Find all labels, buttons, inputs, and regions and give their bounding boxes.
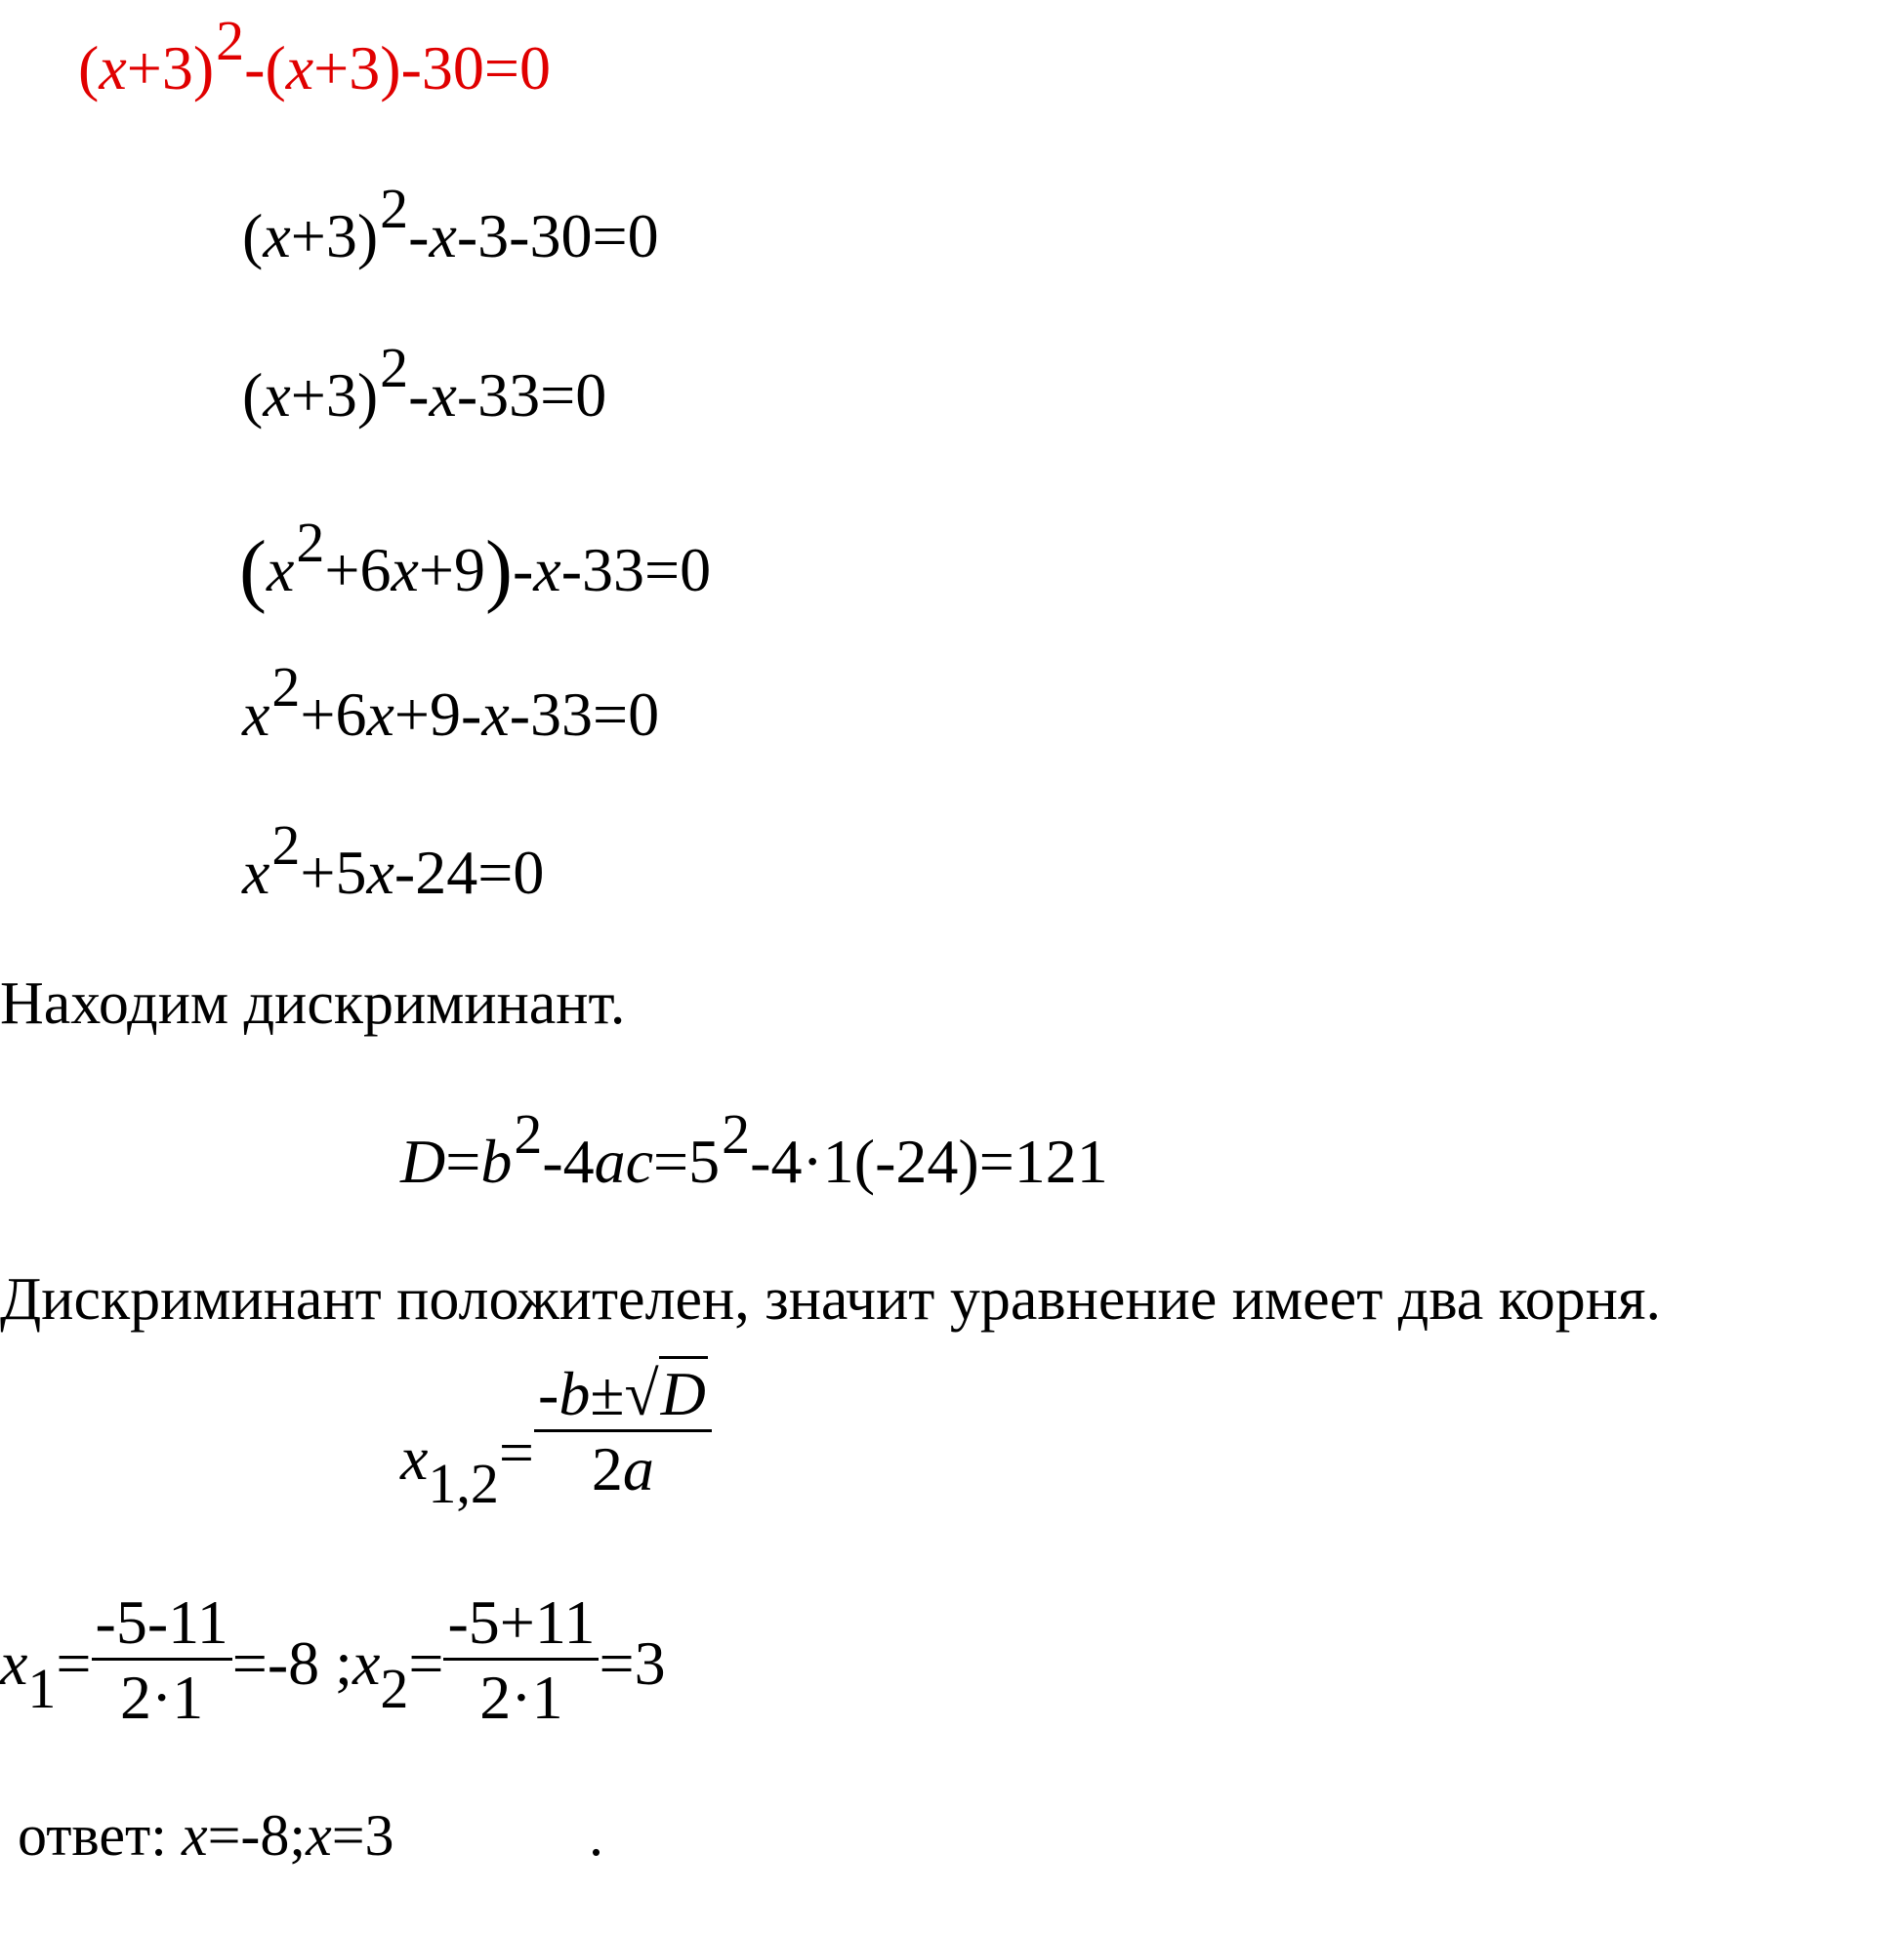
equation-line-3: $(x+3)^2-x-33=0$ — [242, 336, 607, 430]
equation-line-6: $x^2+5x-24=0$ — [242, 813, 545, 907]
root1-fraction: $\frac{-5-11}{2\cdot 1}$ — [92, 1591, 232, 1729]
square-root: √D — [624, 1363, 707, 1425]
root2-fraction: $\frac{-5+11}{2\cdot 1}$ — [443, 1591, 599, 1729]
roots-formula: $x_{1,2}=$ $\frac{-b\pm√D}{2a}$ — [400, 1396, 712, 1534]
answer-line: ответ: x=-8;x=3 — [18, 1803, 394, 1868]
roots-fraction: $\frac{-b\pm√D}{2a}$ — [534, 1363, 712, 1501]
equation-line-5: $x^2+6x+9-x-33=0$ — [242, 655, 660, 749]
equation-line-4: $(x^2+6x+9)-x-33=0$ — [239, 511, 712, 615]
discriminant-formula: $D=b^2-4ac=5^2-4\cdot 1(-24)=121$ — [400, 1102, 1108, 1196]
equation-line-2: $(x+3)^2-x-3-30=0$ — [242, 177, 659, 270]
positive-discriminant-note: Дискриминант положителен, значит уравнение имеет два корня. — [0, 1266, 1661, 1333]
equation-line-1: $(x+3)^2-(x+3)-30=0$ — [78, 9, 551, 103]
trailing-dot: . — [589, 1803, 603, 1868]
discriminant-heading: Находим дискриминант. — [0, 970, 626, 1037]
root-values: $x_1=$ $\frac{-5-11}{2\cdot 1}$ =-8 $;x_2=$ $\frac{-5+11}{2\cdot 1}$ =3 — [0, 1587, 666, 1732]
